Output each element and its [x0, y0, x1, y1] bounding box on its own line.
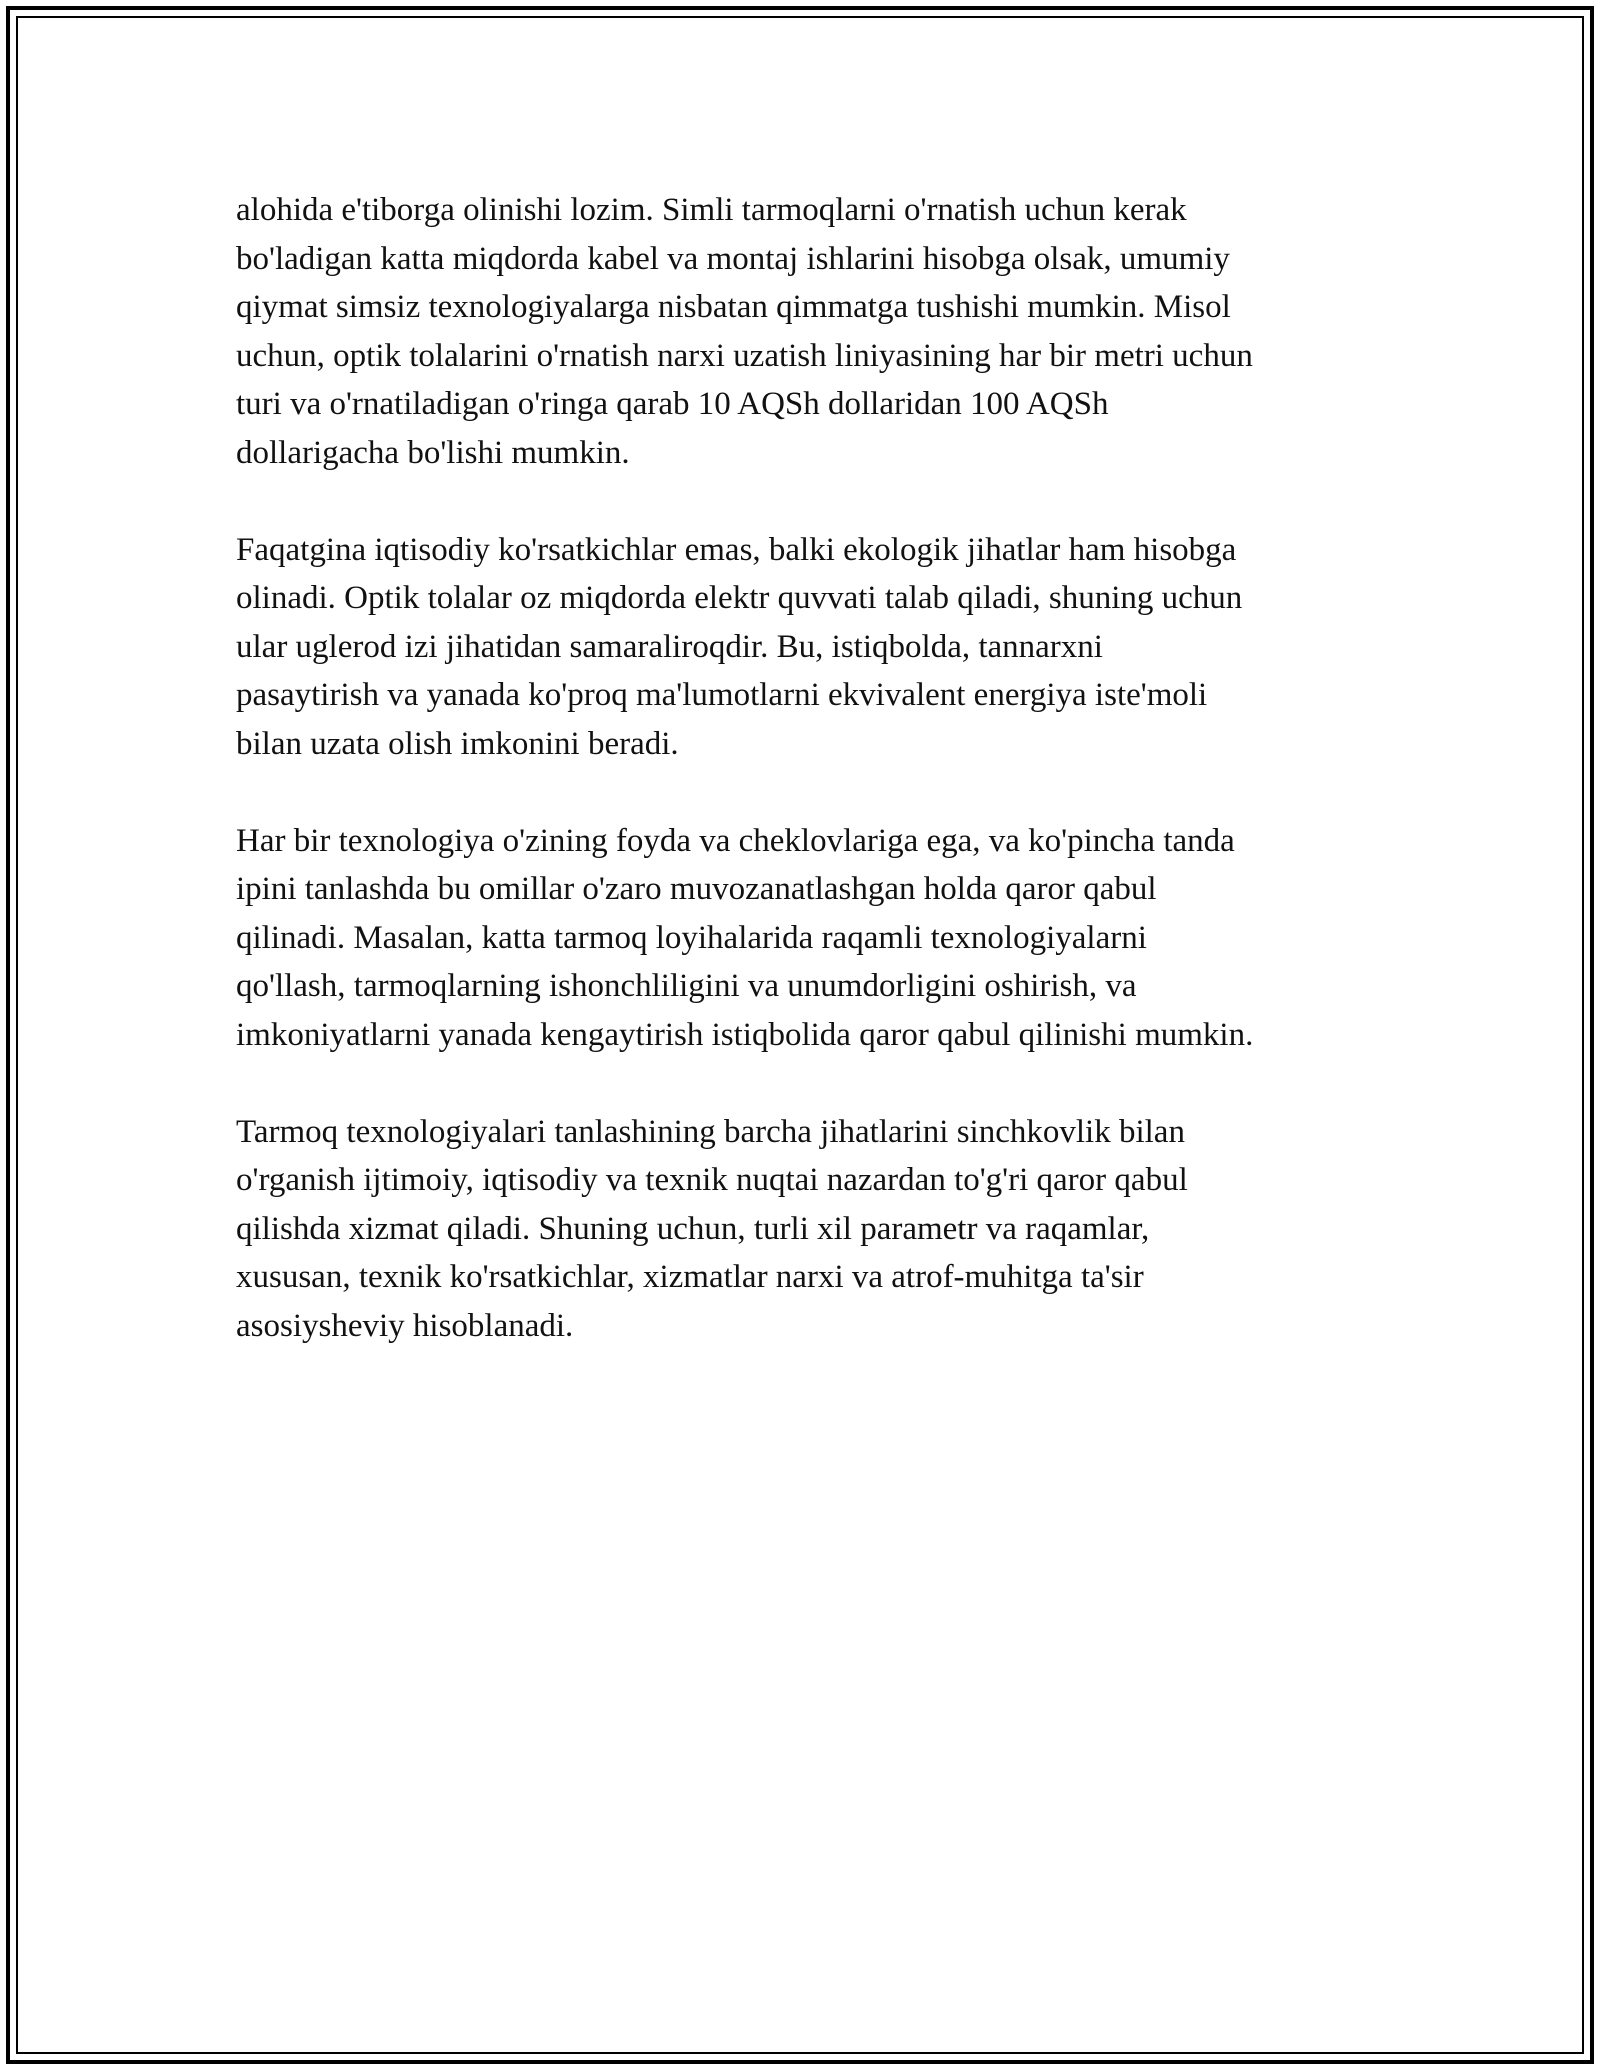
paragraph-1: alohida e'tiborga olinishi lozim. Simli tarmoqlarni o'rnatish uchun kerak bo'ladigan katta miqdorda kabel va montaj ishlarini hisobga olsak, umumiy qiymat simsiz texnologiyalarga nisbatan qimmatga tushishi mumkin. Misol uchun, optik tolalarini o'rnatish narxi uzatish liniyasining har bir metri uchun turi va o'rnatiladigan o'ringa qarab 10 AQSh dollaridan 100 AQSh dollarigacha bo'lishi mumkin.	[236, 192, 1253, 471]
paragraph-2: Faqatgina iqtisodiy ko'rsatkichlar emas, balki ekologik jihatlar ham hisobga olinadi. Optik tolalar oz miqdorda elektr quvvati talab qiladi, shuning uchun ular uglerod izi jihatidan samaraliroqdir. Bu, istiqbolda, tannarxni pasaytirish va yanada ko'proq ma'lumotlarni ekvivalent energiya iste'moli bilan uzata olish imkonini beradi.	[236, 531, 1243, 762]
paragraph-4: Tarmoq texnologiyalari tanlashining barcha jihatlarini sinchkovlik bilan o'rganish ijtimoiy, iqtisodiy va texnik nuqtai nazardan to'g'ri qaror qabul qilishda xizmat qiladi. Shuning uchun, turli xil parametr va raqamlar, xususan, texnik ko'rsatkichlar, xizmatlar narxi va atrof-muhitga ta'sir asosiysheviy hisoblanadi.	[236, 1113, 1188, 1344]
document-body	[236, 186, 1376, 1399]
paragraph-3: Har bir texnologiya o'zining foyda va cheklovlariga ega, va ko'pincha tanda ipini tanlashda bu omillar o'zaro muvozanatlashgan holda qaror qabul qilinadi. Masalan, katta tarmoq loyihalarida raqamli texnologiyalarni qo'llash, tarmoqlarning ishonchliligini va unumdorligini oshirish, va imkoniyatlarni yanada kengaytirish istiqbolida qaror qabul qilinishi mumkin.	[236, 822, 1254, 1053]
